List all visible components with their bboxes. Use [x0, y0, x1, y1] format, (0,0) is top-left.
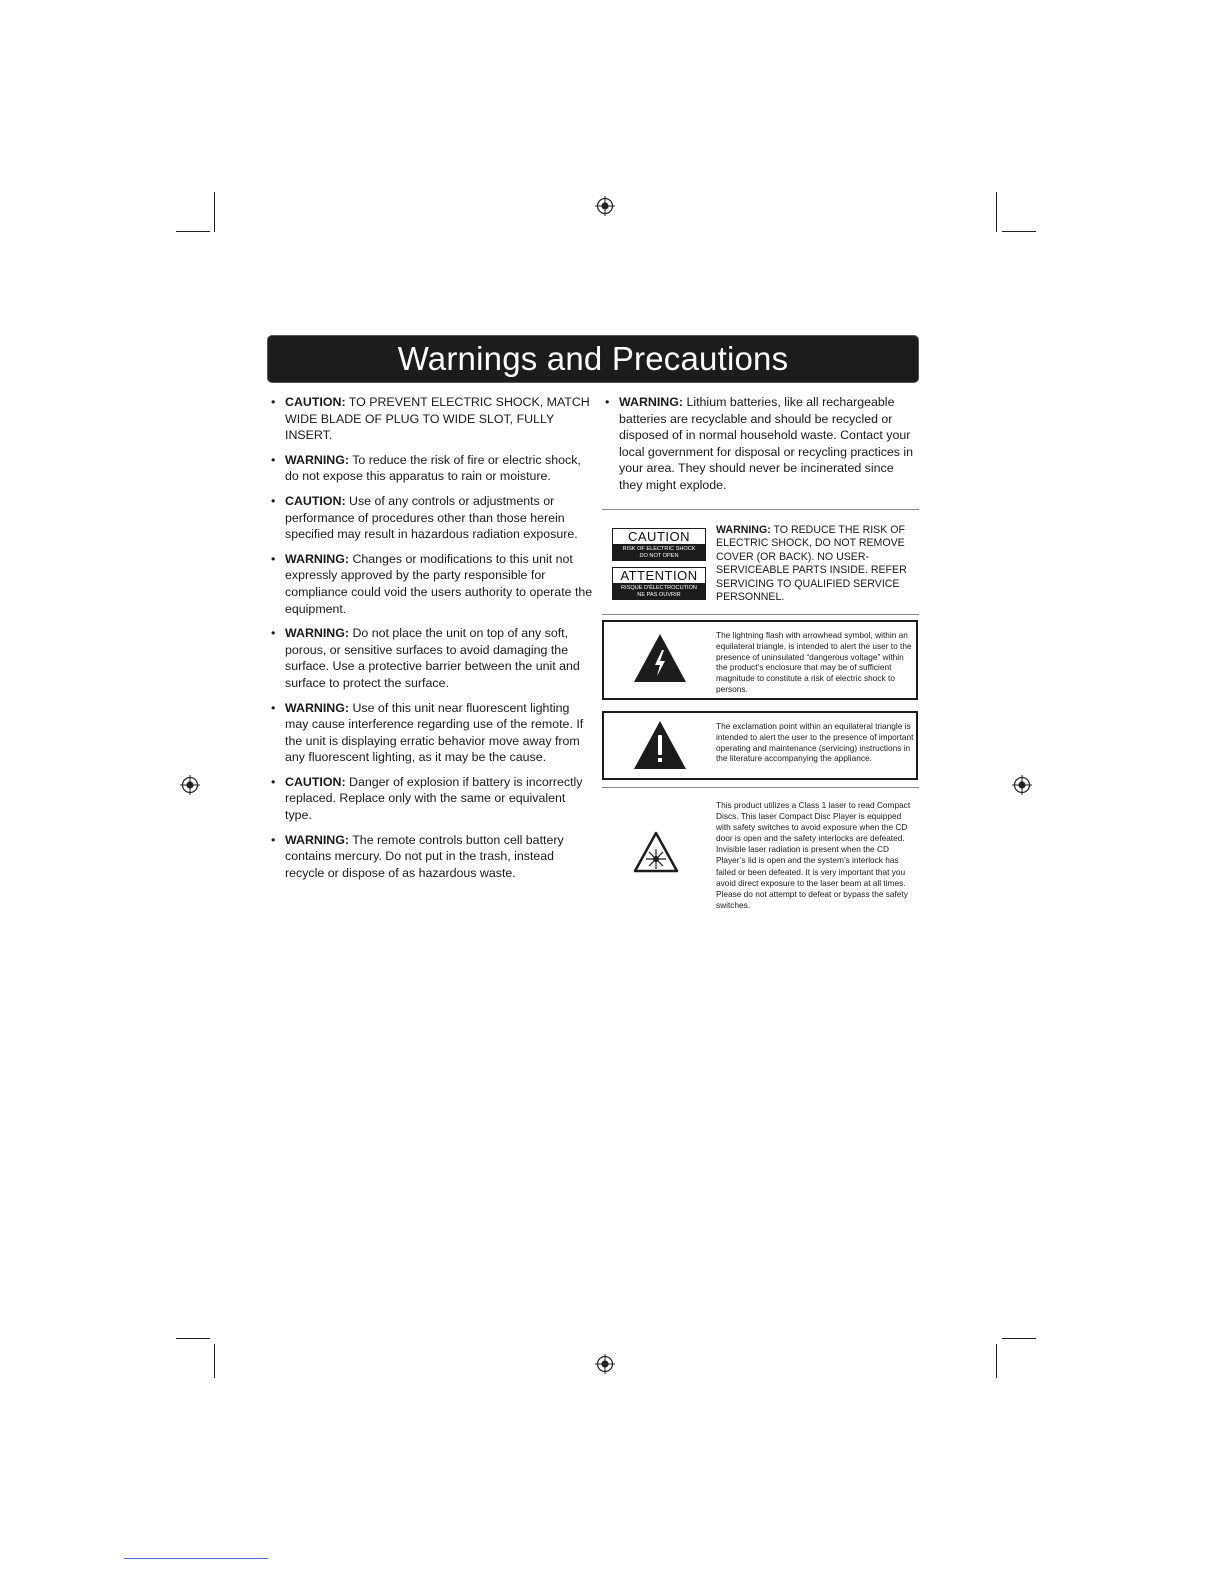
warning-keyword: WARNING:	[285, 700, 350, 715]
caution-notice-block	[610, 524, 919, 608]
attention-label-title: ATTENTION	[613, 568, 705, 584]
warning-text: TO PREVENT ELECTRIC SHOCK, MATCH WIDE BLADE OF PLUG TO WIDE SLOT, FULLY INSERT.	[285, 395, 590, 443]
warning-text: Danger of explosion if battery is incorrectly replaced. Replace only with the same or equivalent type.	[285, 774, 583, 823]
warning-text: Use of any controls or adjustments or performance of procedures other than those herein specified may result in hazardous radiation exposure.	[285, 493, 578, 542]
warning-text: Changes or modifications to this unit not expressly approved by the party responsible for compliance could void the users authority to operate the equipment.	[285, 551, 593, 616]
warning-keyword: WARNING:	[619, 395, 684, 409]
exclamation-symbol-text: The exclamation point within an equilateral triangle is intended to alert the user to the presence of important operating and maintenance (servicing) instructions in the literature accompanying the appliance.	[716, 721, 914, 764]
warning-keyword: WARNING:	[285, 551, 350, 566]
caution-label	[612, 528, 706, 561]
crop-mark	[176, 1338, 210, 1339]
list-item	[268, 493, 593, 543]
registration-mark-icon	[180, 775, 200, 795]
warning-keyword: WARNING:	[285, 452, 350, 467]
divider	[602, 614, 919, 615]
list-item	[268, 394, 593, 444]
list-item	[268, 774, 593, 824]
registration-mark-icon	[1012, 775, 1032, 795]
laser-warning-icon	[632, 830, 680, 874]
registration-mark-icon	[595, 196, 615, 216]
warning-keyword: WARNING:	[716, 524, 771, 536]
laser-notice-text: This product utilizes a Class 1 laser to read Compact Discs. This laser Compact Disc Player is equipped with safety switches to avoid exposure when the CD door is open and the safety interlocks are defeated. Invisible laser radiation is present when the CD Player’s lid is open and the system’s interlock has failed or been defeated. It is very important that you avoid direct exposure to the laser beam at all times. Please do not attempt to defeat or bypass the safety switches.	[716, 800, 911, 910]
list-item	[268, 452, 593, 485]
right-column	[602, 394, 919, 502]
exclamation-warning-icon	[632, 719, 688, 771]
warning-text: To reduce the risk of fire or electric shock, do not expose this apparatus to rain or moisture.	[285, 452, 581, 484]
warning-text: The remote controls button cell battery contains mercury. Do not put in the trash, instead recycle or dispose of as hazardous waste.	[285, 832, 564, 880]
warning-text: TO REDUCE THE RISK OF ELECTRIC SHOCK, DO NOT REMOVE COVER (OR BACK). NO USER-SERVICEABLE PARTS INSIDE. REFER SERVICING TO QUALIFIED SERVICE PERSONNEL.	[716, 524, 907, 604]
title-bar	[268, 336, 918, 382]
divider	[602, 787, 919, 788]
list-item	[268, 625, 593, 691]
crop-mark	[996, 192, 997, 232]
crop-mark	[214, 1344, 215, 1378]
laser-notice-block	[602, 796, 919, 916]
warning-keyword: CAUTION:	[285, 395, 346, 409]
caution-label-line: DO NOT OPEN	[639, 553, 679, 560]
list-item	[268, 551, 593, 617]
footer-line	[124, 1558, 268, 1559]
crop-mark	[1002, 231, 1036, 232]
warning-text: Lithium batteries, like all rechargeable batteries are recyclable and should be recycled or disposed of in normal household waste. Contact your local government for disposal or recycling practices in your area. They should never be incinerated since they might explode.	[619, 395, 914, 492]
divider	[602, 509, 919, 510]
crop-mark	[176, 231, 210, 232]
attention-label-line: NE PAS OUVRIR	[637, 592, 681, 599]
registration-mark-icon	[595, 1354, 615, 1374]
warning-list	[268, 394, 593, 881]
page-title: Warnings and Precautions	[397, 340, 789, 377]
left-column	[268, 394, 593, 889]
crop-mark	[996, 1344, 997, 1378]
warning-keyword: WARNING:	[285, 626, 350, 641]
lightning-symbol-text: The lightning flash with arrowhead symbol, within an equilateral triangle, is intended to alert the user to the presence of uninsulated “dangerous voltage” within the product’s enclosure that may be of sufficient magnitude to constitute a risk of electric shock to persons.	[716, 630, 912, 694]
lightning-symbol-box	[602, 620, 918, 700]
caution-label-title: CAUTION	[613, 529, 705, 545]
attention-label-line: RISQUE D'ÉLECTROCUTION	[621, 585, 697, 591]
crop-mark	[214, 192, 215, 232]
warning-keyword: CAUTION:	[285, 774, 346, 789]
warning-keyword: WARNING:	[285, 832, 350, 847]
list-item	[268, 832, 593, 882]
battery-warning-list	[602, 394, 919, 494]
warning-text: Do not place the unit on top of any soft, porous, or sensitive surfaces to avoid damaging the surface. Use a protective barrier between the unit and surface to protect the surface.	[285, 626, 580, 690]
list-item	[602, 394, 919, 494]
caution-label-line: RISK OF ELECTRIC SHOCK	[622, 546, 696, 552]
attention-label	[612, 567, 706, 600]
warning-keyword: CAUTION:	[285, 493, 346, 508]
exclamation-symbol-box	[602, 711, 918, 780]
caution-notice-text	[716, 524, 919, 604]
lightning-warning-icon	[632, 632, 688, 684]
list-item	[268, 700, 593, 766]
crop-mark	[1002, 1338, 1036, 1339]
warning-text: Use of this unit near fluorescent lighting may cause interference regarding use of the remote. If the unit is displaying erratic behavior move away from any fluorescent lighting, as it may be the cause.	[285, 700, 584, 765]
